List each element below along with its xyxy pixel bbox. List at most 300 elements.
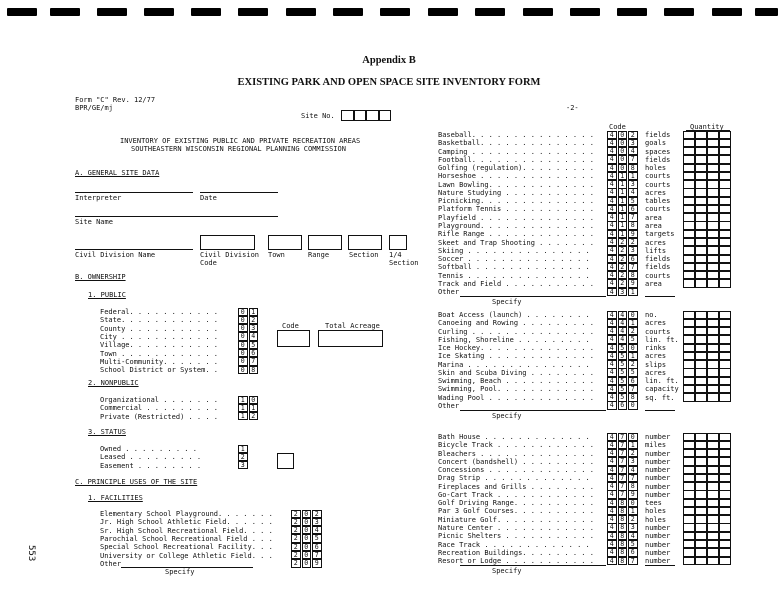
interpreter-line[interactable] <box>75 192 193 193</box>
group1-quantity-cell[interactable] <box>719 246 731 254</box>
group3-quantity-cell[interactable] <box>707 515 719 523</box>
group2-quantity-cell[interactable] <box>719 377 731 385</box>
group3-quantity-cell[interactable] <box>683 557 695 565</box>
total-acreage-box[interactable] <box>318 330 383 347</box>
group3-quantity-cell[interactable] <box>695 433 707 441</box>
group1-quantity-cell[interactable] <box>695 279 707 287</box>
group1-quantity-cell[interactable] <box>707 164 719 172</box>
site-no-label: Site No. <box>301 112 335 120</box>
group1-quantity-cell[interactable] <box>683 221 695 229</box>
group1-label: Playground. . . . . . . . . . . . . . <box>438 221 594 230</box>
group1-quantity-cell[interactable] <box>707 197 719 205</box>
group3-quantity-cell[interactable] <box>695 523 707 531</box>
group2-quantity-cell[interactable] <box>719 360 731 368</box>
group3-code-cell: 7 <box>628 474 638 482</box>
group2-unit: slips <box>645 360 667 369</box>
group3-quantity-cell[interactable] <box>683 548 695 556</box>
group1-unit: area <box>645 221 662 230</box>
group2-quantity-cell[interactable] <box>707 311 719 319</box>
group3-quantity-cell[interactable] <box>719 457 731 465</box>
site-no-digit-box[interactable] <box>366 110 379 121</box>
group1-code-cell: 4 <box>607 271 617 279</box>
group1-quantity-cell[interactable] <box>707 213 719 221</box>
group3-quantity-cell[interactable] <box>707 449 719 457</box>
group3-quantity-cell[interactable] <box>683 540 695 548</box>
group3-label: Bicycle Track . . . . . . . . . . . . <box>438 441 594 450</box>
group2-quantity-cell[interactable] <box>707 377 719 385</box>
group3-quantity-cell[interactable] <box>683 499 695 507</box>
group2-unit: courts <box>645 327 671 336</box>
group1-quantity-cell[interactable] <box>707 221 719 229</box>
facilities-list-label: Other <box>100 559 122 568</box>
group3-quantity-cell[interactable] <box>707 532 719 540</box>
group1-quantity-cell[interactable] <box>719 197 731 205</box>
group1-code-cell: 0 <box>618 155 628 163</box>
group2-quantity-cell[interactable] <box>707 352 719 360</box>
group1-quantity-cell[interactable] <box>695 180 707 188</box>
group2-quantity-cell[interactable] <box>683 377 695 385</box>
group1-code-cell: 3 <box>618 288 628 296</box>
group2-quantity-cell[interactable] <box>683 368 695 376</box>
group3-quantity-cell[interactable] <box>695 507 707 515</box>
group1-quantity-cell[interactable] <box>707 205 719 213</box>
group3-unit: number <box>645 540 671 549</box>
group3-quantity-cell[interactable] <box>719 433 731 441</box>
group1-quantity-cell[interactable] <box>707 139 719 147</box>
group3-code-cell: 4 <box>607 532 617 540</box>
group2-quantity-cell[interactable] <box>695 352 707 360</box>
group3-code-cell: 4 <box>607 515 617 523</box>
group1-label: Football. . . . . . . . . . . . . . . <box>438 155 594 164</box>
group2-quantity-cell[interactable] <box>719 311 731 319</box>
date-line[interactable] <box>200 192 278 193</box>
group1-quantity-cell[interactable] <box>707 279 719 287</box>
group1-quantity-cell[interactable] <box>719 139 731 147</box>
group1-quantity-cell[interactable] <box>719 221 731 229</box>
group3-other-unit-line[interactable] <box>645 565 675 566</box>
group2-quantity-cell[interactable] <box>707 385 719 393</box>
group2-quantity-cell[interactable] <box>719 344 731 352</box>
group2-code-cell: 4 <box>607 401 617 409</box>
group1-quantity-cell[interactable] <box>719 205 731 213</box>
status-title: 3. STATUS <box>88 428 126 436</box>
group1-quantity-cell[interactable] <box>707 271 719 279</box>
group3-quantity-cell[interactable] <box>695 557 707 565</box>
punch-mark <box>380 8 410 16</box>
public-list-code-cell: 4 <box>249 332 259 340</box>
group2-unit: acres <box>645 368 667 377</box>
site-no-digit-box[interactable] <box>341 110 354 121</box>
group1-quantity-cell[interactable] <box>695 147 707 155</box>
site-no-digit-box[interactable] <box>354 110 367 121</box>
group1-quantity-cell[interactable] <box>719 271 731 279</box>
group1-quantity-cell[interactable] <box>683 155 695 163</box>
group1-quantity-cell[interactable] <box>695 139 707 147</box>
group2-quantity-cell[interactable] <box>707 360 719 368</box>
group3-quantity-cell[interactable] <box>707 466 719 474</box>
group1-quantity-cell[interactable] <box>707 255 719 263</box>
group2-quantity-cell[interactable] <box>719 335 731 343</box>
group1-quantity-cell[interactable] <box>683 263 695 271</box>
group1-other-line[interactable] <box>460 296 606 297</box>
group1-quantity-cell[interactable] <box>707 263 719 271</box>
group2-quantity-cell[interactable] <box>719 393 731 401</box>
group1-quantity-cell[interactable] <box>719 279 731 287</box>
public-list-code-cell: 1 <box>249 308 259 316</box>
group1-quantity-cell[interactable] <box>707 230 719 238</box>
group1-code-cell: 2 <box>618 279 628 287</box>
group1-quantity-cell[interactable] <box>695 164 707 172</box>
group1-quantity-cell[interactable] <box>719 147 731 155</box>
group3-quantity-cell[interactable] <box>695 457 707 465</box>
group2-code-cell: 4 <box>618 311 628 319</box>
facilities-list-code-cell: 2 <box>291 534 301 542</box>
group3-quantity-cell[interactable] <box>695 449 707 457</box>
group2-other-line[interactable] <box>460 410 606 411</box>
group1-unit: fields <box>645 255 671 264</box>
group3-quantity-cell[interactable] <box>683 441 695 449</box>
public-list-label: County . . . . . . . . . . . <box>100 324 219 333</box>
group1-quantity-cell[interactable] <box>695 238 707 246</box>
group1-code-cell: 4 <box>607 238 617 246</box>
group3-quantity-cell[interactable] <box>683 482 695 490</box>
group3-quantity-cell[interactable] <box>695 532 707 540</box>
group1-quantity-cell[interactable] <box>695 221 707 229</box>
group3-quantity-cell[interactable] <box>707 523 719 531</box>
group2-code-cell: 4 <box>607 319 617 327</box>
group1-code-cell: 1 <box>618 230 628 238</box>
facilities-list-code-cell: 2 <box>291 559 301 567</box>
group3-quantity-cell[interactable] <box>695 540 707 548</box>
group2-quantity-cell[interactable] <box>719 319 731 327</box>
group2-code-cell: 2 <box>628 327 638 335</box>
group1-quantity-cell[interactable] <box>683 271 695 279</box>
group1-label: Platform Tennis . . . . . . . . . . . <box>438 205 594 214</box>
group2-unit: capacity <box>645 385 679 394</box>
group3-quantity-cell[interactable] <box>683 466 695 474</box>
quarter-section-label-2: Section <box>389 259 419 267</box>
group3-quantity-cell[interactable] <box>719 515 731 523</box>
group2-quantity-cell[interactable] <box>707 344 719 352</box>
group3-code-cell: 2 <box>628 449 638 457</box>
group1-code-cell: 9 <box>628 230 638 238</box>
group3-quantity-cell[interactable] <box>683 457 695 465</box>
group2-code-cell: 4 <box>607 377 617 385</box>
group3-quantity-cell[interactable] <box>683 523 695 531</box>
group2-unit: sq. ft. <box>645 393 675 402</box>
group2-quantity-cell[interactable] <box>695 368 707 376</box>
group2-code-cell: 0 <box>628 311 638 319</box>
group2-label: Curling . . . . . . . . . . . . . . . <box>438 327 594 336</box>
group1-quantity-cell[interactable] <box>707 172 719 180</box>
group3-code-cell: 4 <box>607 490 617 498</box>
group3-quantity-cell[interactable] <box>707 507 719 515</box>
group2-quantity-cell[interactable] <box>719 368 731 376</box>
group3-quantity-cell[interactable] <box>719 507 731 515</box>
group1-quantity-cell[interactable] <box>719 131 731 139</box>
public-list-code-cell: 0 <box>238 316 248 324</box>
group3-code-cell: 4 <box>607 457 617 465</box>
facilities-list-code-cell: 6 <box>312 543 322 551</box>
group1-quantity-cell[interactable] <box>719 172 731 180</box>
group3-quantity-cell[interactable] <box>695 474 707 482</box>
group1-quantity-cell[interactable] <box>695 230 707 238</box>
town-box[interactable] <box>268 235 302 250</box>
group2-quantity-cell[interactable] <box>683 393 695 401</box>
group3-quantity-cell[interactable] <box>695 482 707 490</box>
group2-quantity-cell[interactable] <box>719 352 731 360</box>
status-code-box[interactable] <box>277 453 294 469</box>
public-list-code-cell: 6 <box>249 349 259 357</box>
group3-quantity-cell[interactable] <box>683 532 695 540</box>
group3-quantity-cell[interactable] <box>719 490 731 498</box>
group1-quantity-cell[interactable] <box>707 188 719 196</box>
nonpublic-list-code-cell: 1 <box>249 404 259 412</box>
group2-code-cell: 5 <box>618 344 628 352</box>
group1-quantity-cell[interactable] <box>695 155 707 163</box>
group3-quantity-cell[interactable] <box>683 515 695 523</box>
group1-quantity-cell[interactable] <box>683 213 695 221</box>
group1-quantity-cell[interactable] <box>683 131 695 139</box>
group3-quantity-cell[interactable] <box>695 548 707 556</box>
group1-quantity-cell[interactable] <box>719 255 731 263</box>
group2-quantity-cell[interactable] <box>707 335 719 343</box>
range-box[interactable] <box>308 235 342 250</box>
group3-quantity-cell[interactable] <box>683 507 695 515</box>
group3-quantity-cell[interactable] <box>719 482 731 490</box>
civil-division-code-label-2: Code <box>200 259 217 267</box>
group1-code-cell: 4 <box>607 213 617 221</box>
group1-code-cell: 7 <box>628 263 638 271</box>
group1-quantity-cell[interactable] <box>719 164 731 172</box>
group3-quantity-cell[interactable] <box>707 482 719 490</box>
group1-code-cell: 7 <box>628 155 638 163</box>
group3-quantity-cell[interactable] <box>707 499 719 507</box>
group2-quantity-cell[interactable] <box>719 385 731 393</box>
group3-code-cell: 8 <box>618 557 628 565</box>
group3-code-cell: 0 <box>628 433 638 441</box>
group2-quantity-cell[interactable] <box>683 319 695 327</box>
group3-code-cell: 4 <box>607 548 617 556</box>
group1-quantity-cell[interactable] <box>719 188 731 196</box>
group3-quantity-cell[interactable] <box>707 548 719 556</box>
appendix-label: Appendix B <box>362 55 416 66</box>
group2-quantity-cell[interactable] <box>695 311 707 319</box>
group3-code-cell: 8 <box>618 515 628 523</box>
group2-quantity-cell[interactable] <box>683 311 695 319</box>
facilities-list-code-cell: 0 <box>302 518 312 526</box>
group2-quantity-cell[interactable] <box>695 344 707 352</box>
group2-other-unit-line[interactable] <box>645 410 675 411</box>
group1-quantity-cell[interactable] <box>683 238 695 246</box>
group1-label: Basketball. . . . . . . . . . . . . . <box>438 139 594 148</box>
group3-code-cell: 4 <box>607 557 617 565</box>
group1-quantity-cell[interactable] <box>719 230 731 238</box>
punch-mark <box>50 8 80 16</box>
group1-quantity-cell[interactable] <box>707 180 719 188</box>
group3-code-cell: 2 <box>628 515 638 523</box>
section-box[interactable] <box>348 235 382 250</box>
facilities-list-code-cell: 0 <box>302 543 312 551</box>
group3-quantity-cell[interactable] <box>719 499 731 507</box>
group2-quantity-cell[interactable] <box>683 327 695 335</box>
group1-unit: acres <box>645 238 667 247</box>
group1-label: Track and Field . . . . . . . . . . . <box>438 279 594 288</box>
group1-quantity-cell[interactable] <box>683 139 695 147</box>
group3-unit: number <box>645 557 671 566</box>
group1-code-cell: 8 <box>628 221 638 229</box>
group2-quantity-cell[interactable] <box>695 319 707 327</box>
group2-quantity-cell[interactable] <box>683 335 695 343</box>
group2-quantity-cell[interactable] <box>683 352 695 360</box>
group2-quantity-cell[interactable] <box>695 385 707 393</box>
group1-quantity-cell[interactable] <box>695 131 707 139</box>
group1-label: Rifle Range . . . . . . . . . . . . . <box>438 230 594 239</box>
group1-quantity-cell[interactable] <box>683 172 695 180</box>
group2-quantity-cell[interactable] <box>695 393 707 401</box>
group1-quantity-cell[interactable] <box>683 205 695 213</box>
group1-quantity-cell[interactable] <box>707 147 719 155</box>
site-no-digit-box[interactable] <box>379 110 392 121</box>
group1-quantity-cell[interactable] <box>695 205 707 213</box>
group1-code-cell: 2 <box>618 255 628 263</box>
facilities-list-label: University or College Athletic Field. . . <box>100 551 273 560</box>
group1-quantity-cell[interactable] <box>719 213 731 221</box>
group3-unit: number <box>645 482 671 491</box>
group3-quantity-cell[interactable] <box>719 474 731 482</box>
group1-quantity-cell[interactable] <box>695 246 707 254</box>
group2-quantity-cell[interactable] <box>707 368 719 376</box>
group1-quantity-cell[interactable] <box>707 155 719 163</box>
group2-quantity-cell[interactable] <box>695 327 707 335</box>
group3-quantity-cell[interactable] <box>695 499 707 507</box>
group1-quantity-cell[interactable] <box>695 197 707 205</box>
group2-unit: lin. ft. <box>645 377 679 386</box>
group1-code-cell: 1 <box>628 288 638 296</box>
group1-other-unit-line[interactable] <box>645 296 675 297</box>
group1-quantity-cell[interactable] <box>719 155 731 163</box>
group3-code-cell: 8 <box>618 499 628 507</box>
group1-quantity-cell[interactable] <box>695 271 707 279</box>
ownership-code-box[interactable] <box>277 330 310 347</box>
group1-quantity-cell[interactable] <box>695 188 707 196</box>
group1-unit: acres <box>645 188 667 197</box>
facilities-list-label: Sr. High School Recreational Field. . . . <box>100 526 273 535</box>
group1-code-cell: 4 <box>607 180 617 188</box>
group3-quantity-cell[interactable] <box>695 441 707 449</box>
group3-unit: number <box>645 490 671 499</box>
group3-quantity-cell[interactable] <box>719 532 731 540</box>
nonpublic-list-label: Commercial . . . . . . . . . <box>100 404 219 413</box>
group2-quantity-cell[interactable] <box>695 335 707 343</box>
public-list-code-cell: 2 <box>249 316 259 324</box>
group2-quantity-cell[interactable] <box>719 327 731 335</box>
group3-quantity-cell[interactable] <box>683 490 695 498</box>
group3-quantity-cell[interactable] <box>719 466 731 474</box>
punch-mark <box>570 8 600 16</box>
group1-unit: courts <box>645 180 671 189</box>
group2-quantity-cell[interactable] <box>707 327 719 335</box>
group1-unit: courts <box>645 271 671 280</box>
group2-quantity-cell[interactable] <box>683 385 695 393</box>
group3-quantity-cell[interactable] <box>719 548 731 556</box>
group1-quantity-cell[interactable] <box>683 255 695 263</box>
group3-code-cell: 7 <box>618 474 628 482</box>
group1-quantity-cell[interactable] <box>719 238 731 246</box>
group2-quantity-cell[interactable] <box>707 393 719 401</box>
group3-quantity-cell[interactable] <box>719 441 731 449</box>
group3-quantity-cell[interactable] <box>719 557 731 565</box>
group3-quantity-cell[interactable] <box>719 540 731 548</box>
group1-quantity-cell[interactable] <box>683 188 695 196</box>
group3-quantity-cell[interactable] <box>707 540 719 548</box>
group3-quantity-cell[interactable] <box>707 433 719 441</box>
group3-unit: tees <box>645 499 662 508</box>
group1-quantity-cell[interactable] <box>707 238 719 246</box>
group1-quantity-cell[interactable] <box>695 172 707 180</box>
group1-code-cell: 0 <box>618 131 628 139</box>
group3-code-cell: 7 <box>618 482 628 490</box>
group2-quantity-cell[interactable] <box>695 360 707 368</box>
group3-quantity-cell[interactable] <box>707 557 719 565</box>
group2-unit: rinks <box>645 344 667 353</box>
status-list-code-cell: 2 <box>238 453 248 461</box>
group2-quantity-cell[interactable] <box>683 360 695 368</box>
group1-quantity-cell[interactable] <box>683 230 695 238</box>
group1-quantity-cell[interactable] <box>683 279 695 287</box>
group3-code-cell: 4 <box>607 482 617 490</box>
group2-quantity-cell[interactable] <box>707 319 719 327</box>
group3-code-cell: 7 <box>618 433 628 441</box>
group1-quantity-cell[interactable] <box>683 147 695 155</box>
group2-quantity-cell[interactable] <box>683 344 695 352</box>
group1-label: Nature Studying . . . . . . . . . . . <box>438 188 594 197</box>
group3-quantity-cell[interactable] <box>719 523 731 531</box>
group1-quantity-cell[interactable] <box>683 197 695 205</box>
group1-quantity-cell[interactable] <box>683 180 695 188</box>
group2-code-cell: 4 <box>607 327 617 335</box>
group3-quantity-cell[interactable] <box>707 457 719 465</box>
group1-quantity-cell[interactable] <box>719 180 731 188</box>
group1-quantity-cell[interactable] <box>683 164 695 172</box>
group3-quantity-cell[interactable] <box>707 490 719 498</box>
group3-quantity-cell[interactable] <box>695 515 707 523</box>
quarter-section-box[interactable] <box>389 235 407 250</box>
group2-code-cell: 6 <box>628 377 638 385</box>
group3-quantity-cell[interactable] <box>707 441 719 449</box>
group1-quantity-cell[interactable] <box>683 246 695 254</box>
group3-quantity-cell[interactable] <box>683 433 695 441</box>
group1-quantity-cell[interactable] <box>695 263 707 271</box>
group1-quantity-cell[interactable] <box>707 131 719 139</box>
civil-division-code-box[interactable] <box>200 235 255 250</box>
group1-quantity-cell[interactable] <box>695 213 707 221</box>
group3-quantity-cell[interactable] <box>707 474 719 482</box>
group1-quantity-cell[interactable] <box>695 255 707 263</box>
civil-division-name-line[interactable] <box>75 249 193 250</box>
group3-other-line[interactable] <box>460 565 606 566</box>
group3-code-cell: 9 <box>628 490 638 498</box>
group3-quantity-cell[interactable] <box>695 466 707 474</box>
group2-quantity-cell[interactable] <box>695 377 707 385</box>
site-name-line[interactable] <box>75 216 278 217</box>
group3-quantity-cell[interactable] <box>695 490 707 498</box>
group1-quantity-cell[interactable] <box>707 246 719 254</box>
group3-quantity-cell[interactable] <box>683 449 695 457</box>
group1-quantity-cell[interactable] <box>719 263 731 271</box>
group3-quantity-cell[interactable] <box>719 449 731 457</box>
group3-quantity-cell[interactable] <box>683 474 695 482</box>
